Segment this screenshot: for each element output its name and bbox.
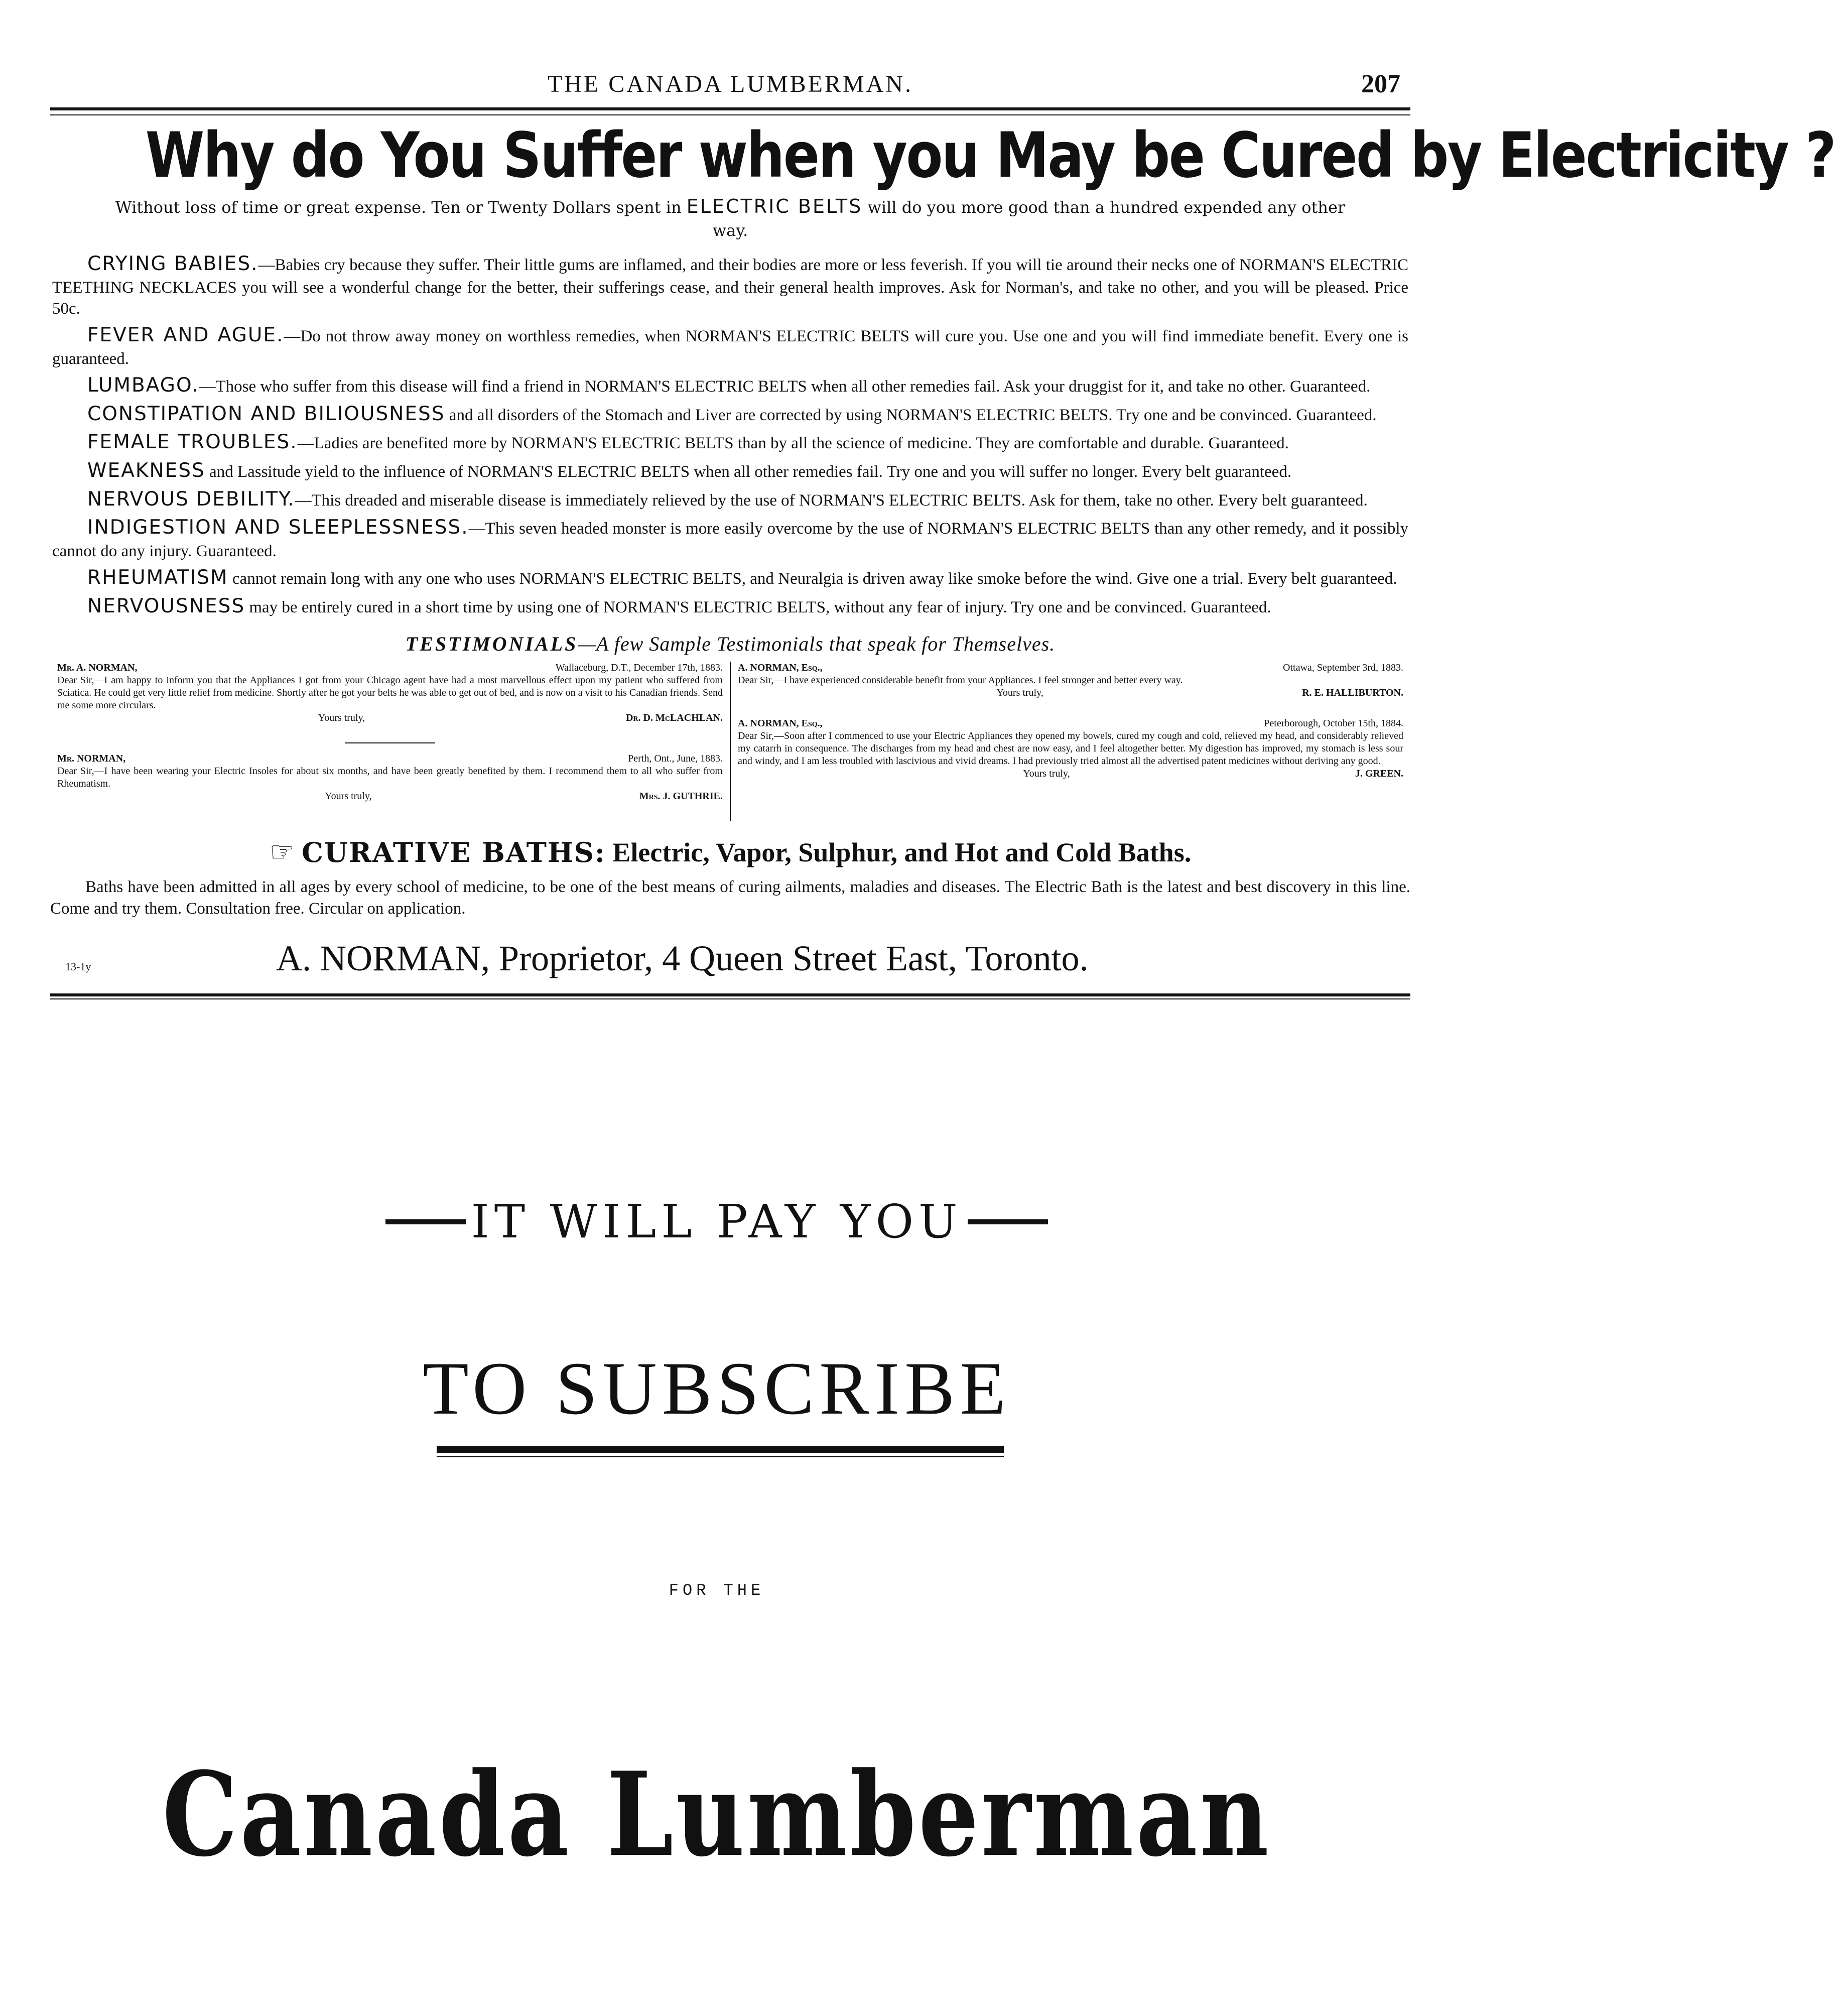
running-head-title: THE CANADA LUMBERMAN. <box>547 71 913 97</box>
testimonials-heading-rest: —A few Sample Testimonials that speak for Themselves. <box>578 633 1056 656</box>
ailment-paragraph <box>52 323 1408 370</box>
ailment-text: and all disorders of the Stomach and Liver are corrected by using NORMAN'S ELECTRIC BELTS. Try one and be convinced. Guaranteed. <box>445 406 1377 424</box>
ad-bottom-rule <box>50 993 1410 999</box>
ailment-text: may be entirely cured in a short time by using one of NORMAN'S ELECTRIC BELTS, without any fear of injury. Try one and be convinced. Guaranteed. <box>245 598 1271 616</box>
ailment-text: —Those who suffer from this disease will find a friend in NORMAN'S ELECTRIC BELTS when all other remedies fail. Ask your druggist for it, and take no other. Guaranteed. <box>199 377 1371 396</box>
masthead-title: Canada Lumberman <box>162 1747 1271 1882</box>
ailment-paragraph <box>52 251 1408 320</box>
ailment-keyword: FEVER AND AGUE. <box>87 324 284 347</box>
page-number: 207 <box>1361 70 1400 98</box>
ailment-keyword: NERVOUS DEBILITY. <box>87 487 295 511</box>
subscribe-ad-line3: FOR THE <box>669 1581 765 1600</box>
ailment-text: —This seven headed monster is more easily overcome by the use of NORMAN'S ELECTRIC BELTS than any other remedy, and it possibly cannot do any injury. Guaranteed. <box>52 520 1409 561</box>
letter-place-date: Ottawa, September 3rd, 1883. <box>1283 662 1403 674</box>
pointing-hand-icon: ☞ <box>269 836 295 869</box>
letter-body: Dear Sir,—I am happy to inform you that the Appliances I got from your Chicago agent have had a most marvellous effect upon my patient who suffered from Sciatica. He could get very little relief from medicine. Shortly after he got your belts he was able to get out of bed, and is now on a visit to his Canadian friends. Send me some more circulars. <box>57 675 723 711</box>
ailment-keyword: RHEUMATISM <box>87 566 228 589</box>
letter-place-date: Wallaceburg, D.T., December 17th, 1883. <box>555 662 723 674</box>
ad-subhead <box>110 194 1350 241</box>
subhead-caps: ELECTRIC BELTS <box>686 195 863 218</box>
subscribe-ad-line2: TO SUBSCRIBE <box>423 1347 1011 1430</box>
subscribe-ad-line1 <box>0 1195 1433 1248</box>
letter-closing: Yours truly, <box>325 791 372 802</box>
ailment-paragraph <box>52 565 1408 591</box>
running-head <box>50 0 1410 100</box>
testimonial-letter <box>57 752 723 803</box>
right-dash <box>968 1219 1048 1224</box>
letter-closing: Yours truly, <box>1023 768 1070 780</box>
ailment-paragraphs <box>52 251 1408 619</box>
subhead-after: will do you more good than a hundred expended any other way. <box>712 198 1346 240</box>
letter-signature: R. E. HALLIBURTON. <box>1302 687 1403 699</box>
ailment-paragraph <box>52 515 1408 562</box>
letter-addressee: A. NORMAN, Esq., <box>738 718 823 729</box>
baths-description: Baths have been admitted in all ages by every school of medicine, to be one of the best means of curing ailments, maladies and diseases. The Electric Bath is the latest and best discovery in this line. Come and try them. Consultation free. Circular on application. <box>50 878 1410 918</box>
testimonials-left-column <box>50 662 731 821</box>
letter-closing: Yours truly, <box>996 687 1043 699</box>
ailment-text: —Babies cry because they suffer. Their little gums are inflamed, and their bodies are more or less feverish. If you will tie around their necks one of NORMAN'S ELECTRIC TEETHING NECKLACES you will see a wonderful change for the better, their sufferings cease, and their general health improves. Ask for Norman's, and take no other, and you will be pleased. Price 50c. <box>52 256 1408 318</box>
baths-lead: CURATIVE BATHS: <box>301 836 606 868</box>
subscribe-rules <box>437 1446 1004 1457</box>
ailment-keyword: CRYING BABIES. <box>87 252 258 275</box>
baths-list: Electric, Vapor, Sulphur, and Hot and Cold Baths. <box>612 837 1192 867</box>
ailment-keyword: FEMALE TROUBLES. <box>87 431 298 454</box>
ailment-keyword: CONSTIPATION AND BILIOUSNESS <box>87 402 445 425</box>
proprietor-address: A. NORMAN, Proprietor, 4 Queen Street East, Toronto. <box>276 938 1089 979</box>
baths-heading <box>50 836 1410 868</box>
ailment-paragraph <box>52 487 1408 513</box>
subscribe-rule-thin <box>437 1456 1004 1457</box>
left-dash <box>385 1219 466 1224</box>
advertisement-page <box>50 0 1835 999</box>
ad-headline: Why do You Suffer when you May be Cured by Electricity ? <box>145 119 1835 192</box>
testimonials <box>50 662 1410 821</box>
ailment-text: and Lassitude yield to the influence of NORMAN'S ELECTRIC BELTS when all other remedies fail. Try one and you will suffer no longer. Every belt guaranteed. <box>205 462 1292 481</box>
letter-body: Dear Sir,—I have been wearing your Electric Insoles for about six months, and have been greatly benefited by them. I recommend them to all who suffer from Rheumatism. <box>57 766 723 790</box>
letter-addressee: Mr. NORMAN, <box>57 753 126 765</box>
ailment-paragraph <box>52 594 1408 619</box>
ad-code: 13-1y <box>65 960 91 973</box>
ailment-text: —This dreaded and miserable disease is immediately relieved by the use of NORMAN'S ELECTRIC BELTS. Ask for them, take no other. Every belt guaranteed. <box>295 491 1368 510</box>
letter-place-date: Peterborough, October 15th, 1884. <box>1264 718 1403 729</box>
ailment-keyword: INDIGESTION AND SLEEPLESSNESS. <box>87 516 469 539</box>
proprietor-line <box>50 938 1410 979</box>
testimonial-letter <box>738 717 1403 780</box>
testimonial-letter <box>738 662 1403 699</box>
ailment-paragraph <box>52 373 1408 399</box>
letter-signature: Dr. D. McLACHLAN. <box>625 712 723 724</box>
ailment-paragraph <box>52 402 1408 427</box>
subscribe-rule-thick <box>437 1446 1004 1453</box>
testimonial-letter <box>57 662 723 724</box>
letter-body: Dear Sir,—I have experienced considerable benefit from your Appliances. I feel stronger and better every way. <box>738 675 1183 686</box>
testimonials-right-column <box>731 662 1410 821</box>
pay-you-text: IT WILL PAY YOU <box>471 1195 963 1248</box>
letter-separator <box>345 742 435 743</box>
ailment-paragraph <box>52 430 1408 455</box>
ailment-keyword: LUMBAGO. <box>87 373 199 397</box>
letter-addressee: A. NORMAN, Esq., <box>738 662 823 674</box>
letter-signature: J. GREEN. <box>1355 768 1403 780</box>
testimonials-heading <box>50 632 1410 656</box>
letter-signature: Mrs. J. GUTHRIE. <box>639 791 723 802</box>
subhead-before: Without loss of time or great expense. Ten or Twenty Dollars spent in <box>115 198 682 217</box>
ailment-text: —Ladies are benefited more by NORMAN'S ELECTRIC BELTS than by all the science of medicine. They are comfortable and durable. Guaranteed. <box>297 434 1289 453</box>
letter-body: Dear Sir,—Soon after I commenced to use your Electric Appliances they opened my bowels, cured my cough and cold, relieved my head, and considerably relieved my catarrh in consequence. The discharges from my head and chest are now easy, and I feel altogether better. My digestion has improved, my stomach is less sour and windy, and I am less troubled with lascivious and vivid dreams. I had previously tried almost all the advertised patent medicines without deriving any good. <box>738 730 1403 767</box>
testimonials-heading-first: TESTIMONIALS <box>405 633 578 656</box>
ailment-keyword: WEAKNESS <box>87 459 205 482</box>
head-rule <box>50 107 1410 115</box>
letter-place-date: Perth, Ont., June, 1883. <box>628 753 723 765</box>
letter-closing: Yours truly, <box>318 712 365 724</box>
letter-addressee: Mr. A. NORMAN, <box>57 662 138 674</box>
ailment-text: —Do not throw away money on worthless remedies, when NORMAN'S ELECTRIC BELTS will cure you. Use one and you will find immediate benefit. Every one is guaranteed. <box>52 327 1408 368</box>
ailment-text: cannot remain long with any one who uses NORMAN'S ELECTRIC BELTS, and Neuralgia is driven away like smoke before the wind. Give one a trial. Every belt guaranteed. <box>228 569 1397 588</box>
ailment-keyword: NERVOUSNESS <box>87 594 245 617</box>
ailment-paragraph <box>52 458 1408 484</box>
